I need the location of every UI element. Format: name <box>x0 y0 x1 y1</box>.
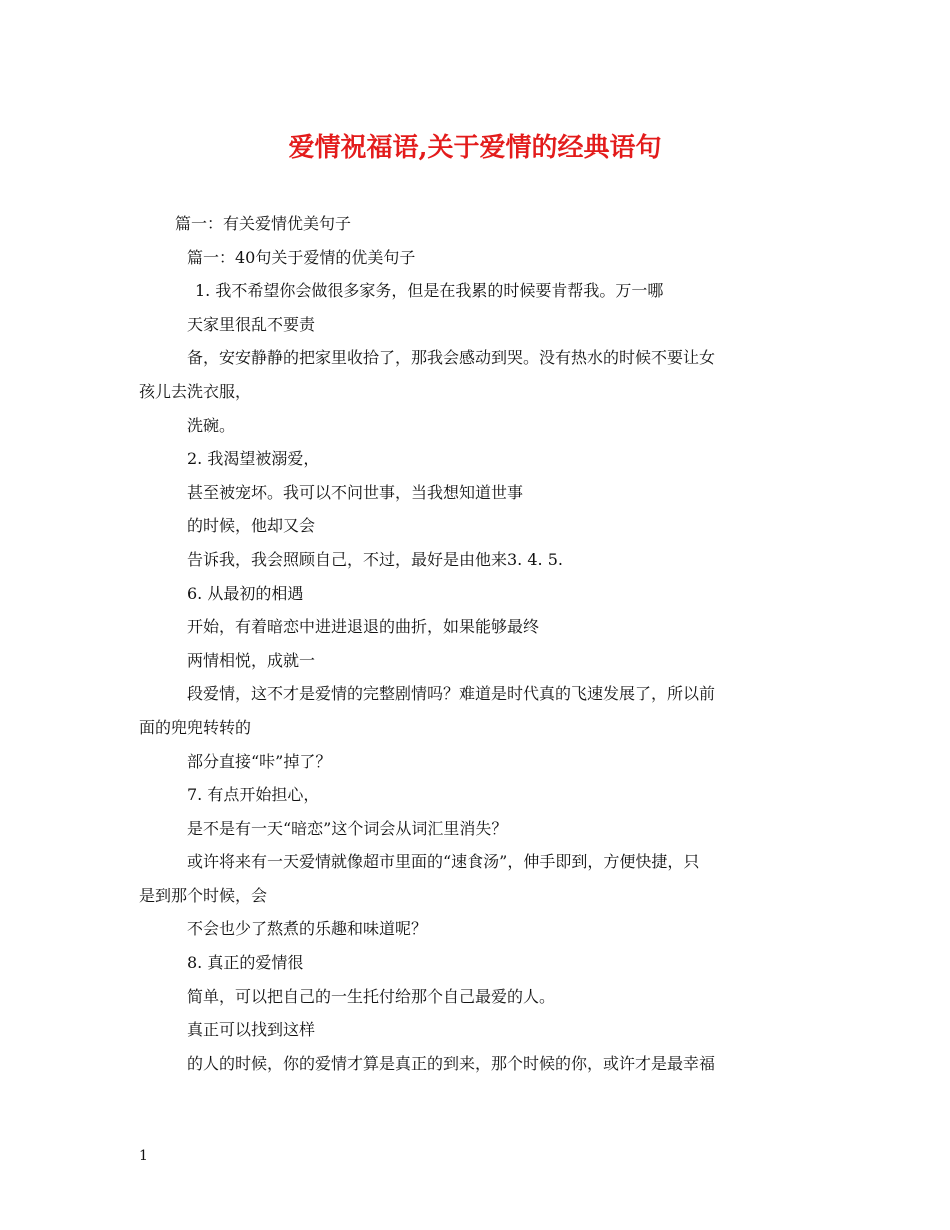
text-line: 面的兜兜转转的 <box>139 717 252 737</box>
text-line: 简单，可以把自己的一生托付给那个自己最爱的人。 <box>187 986 556 1006</box>
text-line: 告诉我，我会照顾自己，不过，最好是由他来3. 4. 5. <box>187 549 563 569</box>
document-body <box>139 207 815 1080</box>
text-line: 开始，有着暗恋中进进退退的曲折，如果能够最终 <box>187 617 540 637</box>
text-line: 两情相悦，成就一 <box>187 650 316 670</box>
text-line: 篇一：40句关于爱情的优美句子 <box>187 247 416 267</box>
text-line: 孩儿去洗衣服， <box>139 381 252 401</box>
text-line: 是到那个时候，会 <box>139 885 268 905</box>
page-number: 1 <box>139 1148 148 1164</box>
text-line: 1. 我不希望你会做很多家务，但是在我累的时候要肯帮我。万一哪 <box>195 281 664 301</box>
text-line: 2. 我渴望被溺爱， <box>187 449 320 469</box>
text-line: 6. 从最初的相遇 <box>187 583 304 603</box>
text-line: 甚至被宠坏。我可以不问世事，当我想知道世事 <box>187 482 524 502</box>
text-line: 洗碗。 <box>187 415 236 435</box>
document-title: 爱情祝福语,关于爱情的经典语句 <box>288 133 662 163</box>
text-line: 或许将来有一天爱情就像超市里面的“速食汤”，伸手即到，方便快捷，只 <box>187 852 700 872</box>
text-line: 备，安安静静的把家里收拾了，那我会感动到哭。没有热水的时候不要让女 <box>187 348 716 368</box>
text-line: 真正可以找到这样 <box>187 1020 316 1040</box>
text-line: 天家里很乱不要责 <box>187 314 316 334</box>
text-line: 的人的时候，你的爱情才算是真正的到来，那个时候的你，或许才是最幸福 <box>187 1053 716 1073</box>
text-line: 是不是有一天“暗恋”这个词会从词汇里消失？ <box>187 818 508 838</box>
text-line: 的时候，他却又会 <box>187 516 316 536</box>
text-line: 部分直接“咔”掉了？ <box>187 751 332 771</box>
text-line: 段爱情，这不才是爱情的完整剧情吗？难道是时代真的飞速发展了，所以前 <box>187 684 716 704</box>
text-line: 8. 真正的爱情很 <box>187 953 304 973</box>
text-line: 不会也少了熬煮的乐趣和味道呢？ <box>187 919 428 939</box>
text-line: 7. 有点开始担心， <box>187 785 320 805</box>
text-line: 篇一：有关爱情优美句子 <box>175 214 352 233</box>
